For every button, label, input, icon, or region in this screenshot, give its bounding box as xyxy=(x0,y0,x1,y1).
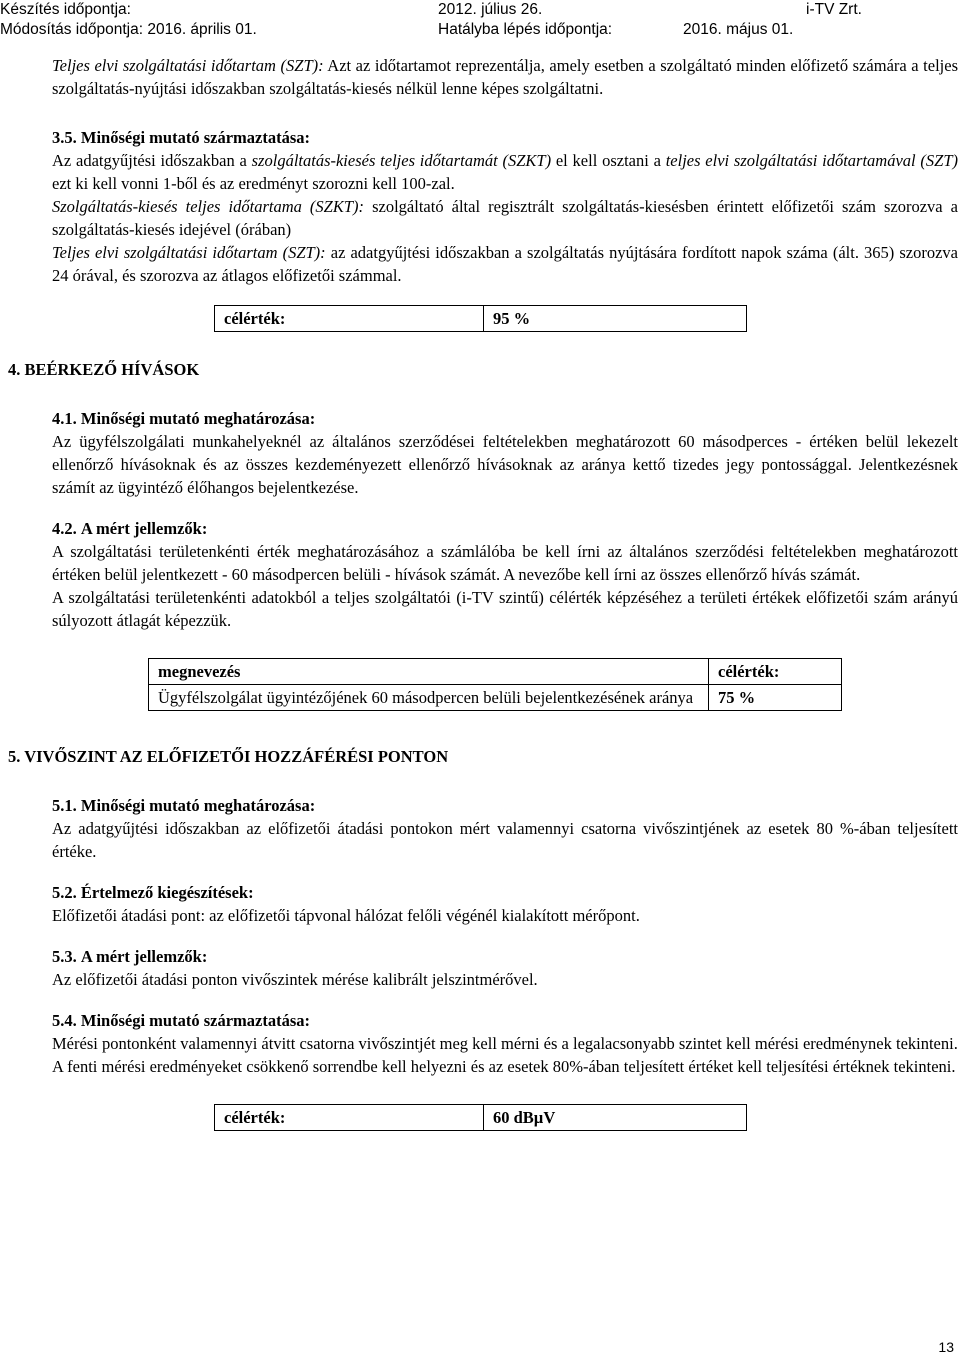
s35-paragraph-1: Az adatgyűjtési időszakban a szolgáltatás-kiesés teljes időtartamát (SZKT) el kell osztani a teljes elvi szolgáltatási időtartamával (SZT) ezt ki kell vonni 1-ből és az eredményt szorozni kell 100-zal. xyxy=(52,151,958,193)
company-name: i-TV Zrt. xyxy=(806,1,862,18)
s41-text: Az ügyfélszolgálati munkahelyeknél az általános szerződései feltételekben meghatározott 60 másodperces - értéken belül lekezelt ellenőrző hívásoknak és az összes kezdeményezett ellenőrző hívásoknak az aránya kettő tizedes jegy pontossággal. Jelentkezésnek számít az ügyintéző élőhangos bejelentkezése. xyxy=(52,432,958,497)
target-value: 95 % xyxy=(484,306,747,332)
s42-text-2: A szolgáltatási területenkénti adatokból a teljes szolgáltatói (i-TV szintű) célérték képzéséhez a területi értékek előfizetői szám arányú súlyozott átlagát képezzük. xyxy=(52,588,958,630)
s52-text: Előfizetői átadási pont: az előfizetői tápvonal hálózat felőli végénél kialakított mérőpont. xyxy=(52,906,640,925)
target-table-5 xyxy=(214,1104,747,1131)
created-label: Készítés időpontja: xyxy=(0,1,131,18)
page-number: 13 xyxy=(938,1339,954,1355)
s35-paragraph-2: Szolgáltatás-kiesés teljes időtartama (SZKT): szolgáltató által regisztrált szolgáltatás-kiesésben érintett előfizetői szám szorozva a szolgáltatás-kiesés idejével (órában) xyxy=(52,197,958,239)
effective-label: Hatályba lépés időpontja: xyxy=(438,21,613,38)
target-value: 60 dBµV xyxy=(484,1105,747,1131)
s51-text: Az adatgyűjtési időszakban az előfizetői átadási pontokon mért valamennyi csatorna vivőszintjének az esetek 80 %-ában teljesített értéke. xyxy=(52,819,958,861)
document-body xyxy=(8,54,959,1131)
section-title: Minőségi mutató származtatása: xyxy=(80,128,310,147)
table-row-target: 75 % xyxy=(709,685,842,711)
target-label: célérték: xyxy=(215,1105,484,1131)
section-5-4-heading: 5.4. Minőségi mutató származtatása: xyxy=(52,1011,310,1030)
target-table-4 xyxy=(148,658,842,711)
section-4-1-heading: 4.1. Minőségi mutató meghatározása: xyxy=(52,409,316,428)
section-5-2-heading: 5.2. Értelmező kiegészítések: xyxy=(52,883,254,902)
term-szt: Teljes elvi szolgáltatási időtartam (SZT): xyxy=(52,56,324,75)
section-3-5-heading xyxy=(52,126,958,149)
modified-label: Módosítás időpontja: 2016. április 01. xyxy=(0,21,257,38)
s53-text: Az előfizetői átadási ponton vivőszintek mérése kalibrált jelszintmérővel. xyxy=(52,970,538,989)
section-5-3-heading: 5.3. A mért jellemzők: xyxy=(52,947,208,966)
table-head-target: célérték: xyxy=(709,659,842,685)
s35-paragraph-3: Teljes elvi szolgáltatási időtartam (SZT): az adatgyűjtési időszakban a szolgáltatás nyújtására fordított napok száma (ált. 365) szorozva 24 órával, és szorozva az átlagos előfizetői számmal. xyxy=(52,243,959,285)
section-4-title: 4. BEÉRKEZŐ HÍVÁSOK xyxy=(8,360,200,379)
effective-date: 2016. május 01. xyxy=(683,21,794,38)
s54-text-1: Mérési pontonként valamennyi átvitt csatorna vivőszintjét meg kell mérni és a legalacsonyabb szintet kell mérési eredménynek tekinteni. xyxy=(52,1034,958,1053)
intro-paragraph xyxy=(52,54,958,100)
s42-text-1: A szolgáltatási területenkénti érték meghatározásához a számlálóba be kell írni az általános szerződési feltételekben meghatározott értéken belül jelentkezett - 60 másodpercen belüli - hívások számát. A nevezőbe kell írni az összes ellenőrző hívás számát. xyxy=(52,542,958,584)
s54-text-2: A fenti mérési eredményeket csökkenő sorrendbe kell helyezni és az esetek 80%-ában teljesített értéket kell teljesítési értéknek tekinteni. xyxy=(52,1057,956,1076)
section-5-title: 5. VIVŐSZINT AZ ELŐFIZETŐI HOZZÁFÉRÉSI PONTON xyxy=(8,747,449,766)
table-row-name: Ügyfélszolgálat ügyintézőjének 60 másodpercen belüli bejelentkezésének aránya xyxy=(149,685,709,711)
intro-text: Azt az időtartamot reprezentálja, amely esetben a szolgáltató minden előfizető számára a teljes szolgáltatás-nyújtási időszakban szolgáltatás-kiesés nélkül lenne képes szolgáltatni. xyxy=(52,56,959,98)
table-head-name: megnevezés xyxy=(149,659,709,685)
section-4-2-heading: 4.2. A mért jellemzők: xyxy=(52,519,208,538)
section-number: 3.5. xyxy=(52,128,77,147)
created-date: 2012. július 26. xyxy=(438,1,543,18)
target-label: célérték: xyxy=(215,306,484,332)
section-5-1-heading: 5.1. Minőségi mutató meghatározása: xyxy=(52,796,316,815)
target-table-3-5 xyxy=(214,305,747,332)
